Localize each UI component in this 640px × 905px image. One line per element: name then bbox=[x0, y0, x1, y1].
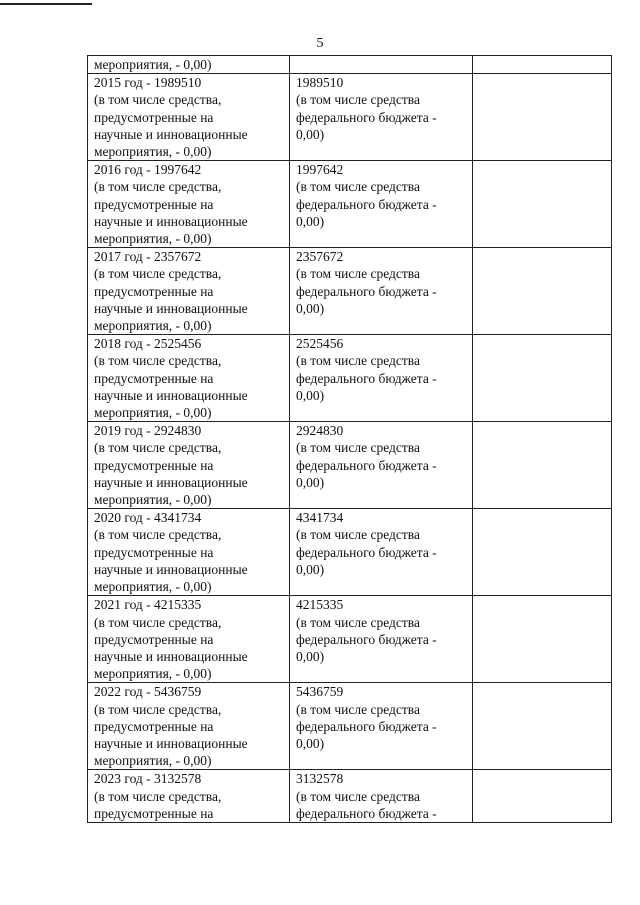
table-cell-amount: 5436759 (в том числе средства федерального бюджета - 0,00) bbox=[290, 683, 473, 770]
table-cell-amount: 2525456 (в том числе средства федерального бюджета - 0,00) bbox=[290, 335, 473, 422]
budget-table bbox=[87, 55, 612, 823]
table-cell-description: 2019 год - 2924830 (в том числе средства, предусмотренные на научные и инновационные мероприятия, - 0,00) bbox=[88, 422, 290, 509]
table-row bbox=[88, 335, 612, 422]
table-cell-empty bbox=[473, 74, 612, 161]
table-cell-description: мероприятия, - 0,00) bbox=[88, 56, 290, 74]
table-row bbox=[88, 770, 612, 823]
table-row bbox=[88, 161, 612, 248]
table-cell-description: 2021 год - 4215335 (в том числе средства, предусмотренные на научные и инновационные мероприятия, - 0,00) bbox=[88, 596, 290, 683]
corner-rule bbox=[0, 3, 92, 5]
table-cell-empty bbox=[473, 683, 612, 770]
table-row bbox=[88, 683, 612, 770]
table-cell-amount bbox=[290, 56, 473, 74]
table-cell-empty bbox=[473, 335, 612, 422]
table-cell-empty bbox=[473, 161, 612, 248]
budget-table-body bbox=[88, 56, 612, 823]
table-cell-description: 2020 год - 4341734 (в том числе средства, предусмотренные на научные и инновационные мероприятия, - 0,00) bbox=[88, 509, 290, 596]
table-cell-amount: 4341734 (в том числе средства федерального бюджета - 0,00) bbox=[290, 509, 473, 596]
table-cell-description: 2016 год - 1997642 (в том числе средства, предусмотренные на научные и инновационные мероприятия, - 0,00) bbox=[88, 161, 290, 248]
table-row bbox=[88, 596, 612, 683]
table-row bbox=[88, 422, 612, 509]
table-cell-empty bbox=[473, 56, 612, 74]
table-cell-description: 2022 год - 5436759 (в том числе средства, предусмотренные на научные и инновационные мероприятия, - 0,00) bbox=[88, 683, 290, 770]
table-cell-description: 2018 год - 2525456 (в том числе средства, предусмотренные на научные и инновационные мероприятия, - 0,00) bbox=[88, 335, 290, 422]
page-number: 5 bbox=[316, 36, 324, 51]
table-cell-amount: 1989510 (в том числе средства федерального бюджета - 0,00) bbox=[290, 74, 473, 161]
table-row bbox=[88, 56, 612, 74]
table-row bbox=[88, 509, 612, 596]
table-cell-empty bbox=[473, 770, 612, 823]
table-cell-empty bbox=[473, 509, 612, 596]
table-cell-amount: 4215335 (в том числе средства федерального бюджета - 0,00) bbox=[290, 596, 473, 683]
table-cell-empty bbox=[473, 248, 612, 335]
table-row bbox=[88, 74, 612, 161]
table-cell-amount: 2357672 (в том числе средства федерального бюджета - 0,00) bbox=[290, 248, 473, 335]
table-cell-amount: 3132578 (в том числе средства федерального бюджета - bbox=[290, 770, 473, 823]
table-cell-description: 2017 год - 2357672 (в том числе средства, предусмотренные на научные и инновационные мероприятия, - 0,00) bbox=[88, 248, 290, 335]
table-cell-description: 2023 год - 3132578 (в том числе средства, предусмотренные на bbox=[88, 770, 290, 823]
table-cell-description: 2015 год - 1989510 (в том числе средства, предусмотренные на научные и инновационные мероприятия, - 0,00) bbox=[88, 74, 290, 161]
table-row bbox=[88, 248, 612, 335]
table-cell-amount: 1997642 (в том числе средства федерального бюджета - 0,00) bbox=[290, 161, 473, 248]
table-cell-amount: 2924830 (в том числе средства федерального бюджета - 0,00) bbox=[290, 422, 473, 509]
table-cell-empty bbox=[473, 596, 612, 683]
table-cell-empty bbox=[473, 422, 612, 509]
